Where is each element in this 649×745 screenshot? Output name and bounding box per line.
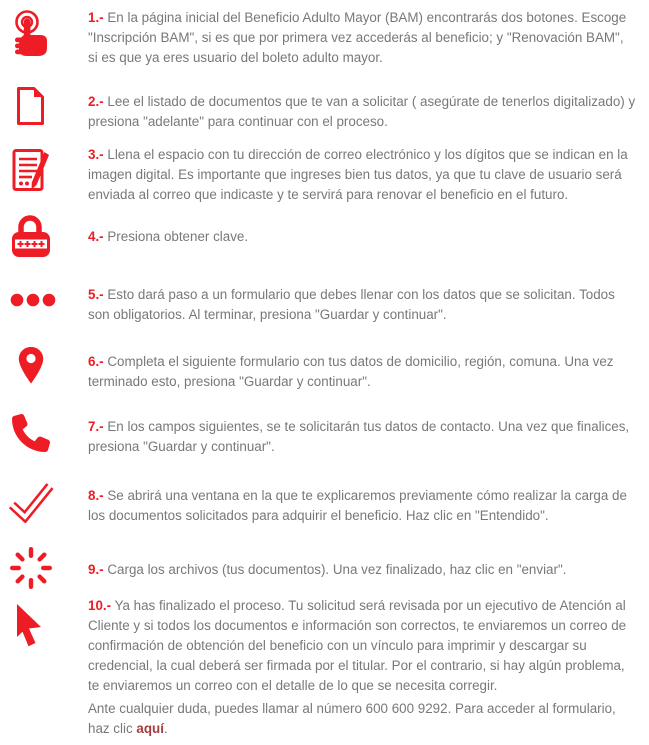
step-3-text: Llena el espacio con tu dirección de correo electrónico y los dígitos que se indican en la imagen digital. Es importante que ingreses bien tus datos, ya que tu clave de usuario será enviada al correo que indicaste y te servirá para renovar el beneficio en el futuro. — [88, 147, 628, 202]
step-1-text: En la página inicial del Beneficio Adulto Mayor (BAM) encontrarás dos botones. Escoge "Inscripción BAM", si es que por primera vez accederás al beneficio; y "Renovación BAM", si es que ya eres usuario del boleto adulto mayor. — [88, 10, 627, 65]
step-6 — [88, 352, 636, 392]
check-icon — [8, 481, 54, 523]
step-7 — [88, 417, 636, 457]
step-9-number: 9.- — [88, 562, 104, 577]
footer-period: . — [163, 721, 168, 736]
step-4 — [88, 227, 636, 247]
step-3-number: 3.- — [88, 147, 104, 162]
step-2-text: Lee el listado de documentos que te van a solicitar ( asegúrate de tenerlos digitalizado) y presiona "adelante" para continuar con el proceso. — [88, 94, 636, 129]
password-lock-icon — [10, 213, 52, 259]
aqui-link[interactable]: aquí — [136, 721, 164, 736]
step-3 — [88, 145, 636, 205]
step-7-text: En los campos siguientes, se te solicitarán tus datos de contacto. Una vez que finalices, presiona "Guardar y continuar". — [88, 419, 630, 454]
step-5-text: Esto dará paso a un formulario que debes llenar con los datos que se solicitan. Todos son obligatorios. Al terminar, presiona "Guardar y continuar". — [88, 287, 615, 322]
step-5 — [88, 285, 636, 325]
step-1-number: 1.- — [88, 10, 104, 25]
step-8-text: Se abrirá una ventana en la que te explicaremos previamente cómo realizar la carga de los documentos solicitados para adquirir el beneficio. Haz clic en "Entendido". — [88, 488, 627, 523]
step-2 — [88, 92, 636, 132]
footer-note — [88, 699, 636, 739]
step-5-number: 5.- — [88, 287, 104, 302]
step-4-number: 4.- — [88, 229, 104, 244]
step-6-text: Completa el siguiente formulario con tus datos de domicilio, región, comuna. Una vez terminado esto, presiona "Guardar y continuar". — [88, 354, 614, 389]
step-8-number: 8.- — [88, 488, 104, 503]
phone-icon — [12, 414, 50, 452]
cursor-icon — [14, 603, 46, 649]
step-4-text: Presiona obtener clave. — [107, 229, 249, 244]
document-icon — [15, 86, 45, 126]
step-2-number: 2.- — [88, 94, 104, 109]
tap-icon — [13, 9, 49, 57]
step-7-number: 7.- — [88, 419, 104, 434]
spinner-icon — [9, 546, 53, 590]
step-6-number: 6.- — [88, 354, 104, 369]
step-9 — [88, 560, 636, 580]
form-pencil-icon — [12, 147, 50, 193]
step-9-text: Carga los archivos (tus documentos). Una vez finalizado, haz clic en "enviar". — [107, 562, 567, 577]
step-8 — [88, 486, 636, 526]
ellipsis-icon — [10, 293, 56, 307]
step-1 — [88, 8, 636, 68]
step-10-text: Ya has finalizado el proceso. Tu solicitud será revisada por un ejecutivo de Atención al Cliente y si todos los documentos e información son correctos, te enviaremos un correo de confirmación de obtención del beneficio con un vínculo para imprimir y descargar su credencial, la cual deberá ser firmada por el titular. Por el contrario, si hay algún problema, te enviaremos un correo con el detalle de lo que se necesita corregir. — [88, 598, 627, 693]
location-pin-icon — [17, 346, 45, 386]
footer-text: Ante cualquier duda, puedes llamar al número 600 600 9292. Para acceder al formulario, haz clic — [88, 701, 616, 736]
step-10-number: 10.- — [88, 598, 112, 613]
step-10 — [88, 596, 636, 696]
